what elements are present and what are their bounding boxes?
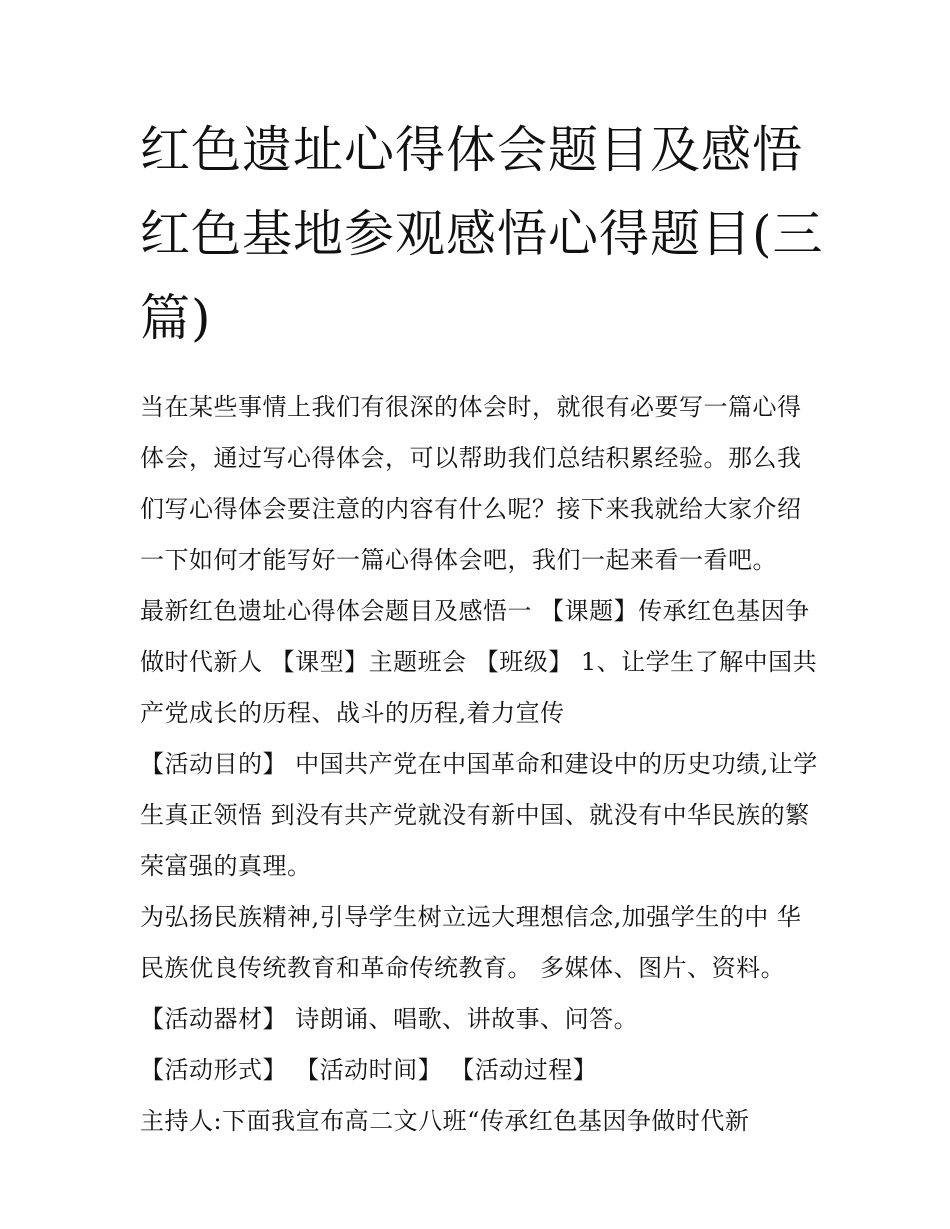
- paragraph-purpose: 为弘扬民族精神,引导学生树立远大理想信念,加强学生的中 华民族优良传统教育和革命传统教育。 多媒体、图片、资料。: [140, 903, 802, 982]
- title-line: 红色遗址心得体会题目及感悟: [140, 121, 803, 179]
- paragraph-topic: 最新红色遗址心得体会题目及感悟一 【课题】传承红色基因争做时代新人 【课型】主题班会 【班级】 1、让学生了解中国共产党成长的历程、战斗的历程,着力宣传: [140, 597, 818, 727]
- title-line: 篇): [140, 289, 212, 347]
- document-title: [140, 108, 824, 360]
- paragraph-form: 【活动形式】 【活动时间】 【活动过程】: [140, 1056, 598, 1084]
- paragraph-intro: 当在某些事情上我们有很深的体会时，就很有必要写一篇心得体会，通过写心得体会，可以帮助我们总结积累经验。那么我们写心得体会要注意的内容有什么呢？接下来我就给大家介绍一下如何才能写好一篇心得体会吧，我们一起来看一看吧。: [140, 393, 802, 574]
- paragraph-materials: 【活动器材】 诗朗诵、唱歌、讲故事、问答。: [140, 1005, 639, 1033]
- paragraph-goal: 【活动目的】 中国共产党在中国革命和建设中的历史功绩,让学生真正领悟 到没有共产党就没有新中国、就没有中华民族的繁荣富强的真理。: [140, 750, 818, 880]
- paragraph-host: 主持人:下面我宣布高二文八班“传承红色基因争做时代新: [140, 1107, 750, 1135]
- title-line: 红色基地参观感悟心得题目(三: [140, 205, 824, 263]
- document-body: [140, 382, 820, 1147]
- document-page: [140, 108, 824, 1147]
